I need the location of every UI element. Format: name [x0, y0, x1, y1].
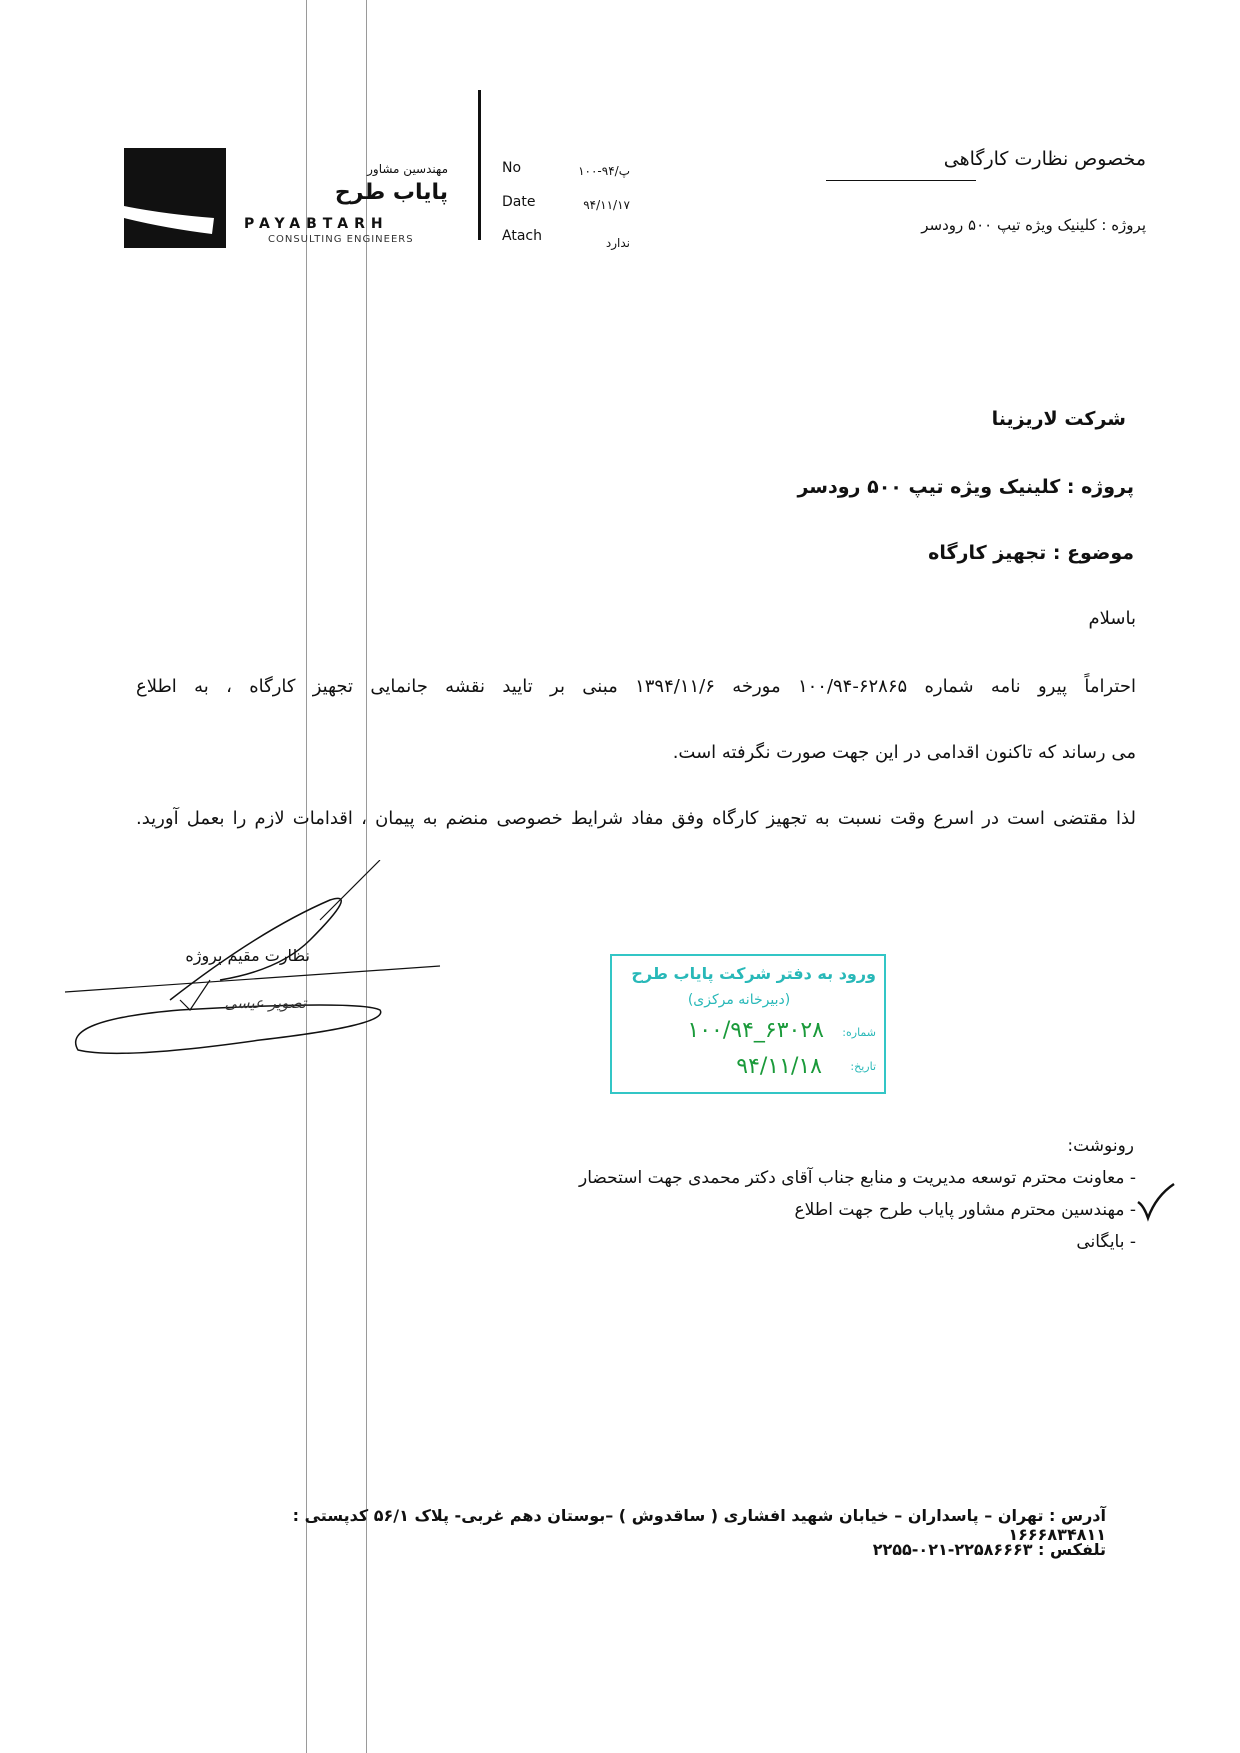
header-project: پروژه : کلینیک ویژه تیپ ۵۰۰ رودسر	[921, 216, 1146, 234]
cc-item: - معاونت محترم توسعه مدیریت و منابع جناب آقای دکتر محمدی جهت استحضار	[579, 1168, 1136, 1188]
cc-item: - بایگانی	[1076, 1232, 1136, 1252]
logo-mark	[124, 148, 226, 248]
signature-label: نظارت مقیم پروژه	[185, 946, 310, 965]
supervision-underline	[826, 180, 976, 181]
attach-value: ندارد	[605, 236, 630, 250]
signature-scribble-icon	[60, 860, 460, 1070]
logo-swoosh-icon	[124, 148, 226, 248]
logo-en-tagline: CONSULTING ENGINEERS	[268, 234, 414, 245]
received-stamp	[610, 954, 886, 1094]
stamp-subtitle: (دبیرخانه مرکزی)	[687, 992, 791, 1008]
footer-phone: تلفکس : ۲۲۵۸۶۶۶۳-۰۲۱-۲۲۵۵	[872, 1540, 1106, 1559]
cc-title: رونوشت:	[1067, 1136, 1134, 1156]
stamp-date-label: تاریخ:	[850, 1060, 876, 1073]
date-value: ۹۴/۱۱/۱۷	[583, 198, 630, 212]
cc-item: - مهندسین محترم مشاور پایاب طرح جهت اطلاع	[794, 1200, 1136, 1220]
paragraph-2: می رساند که تاکنون اقدامی در این جهت صورت نگرفته است.	[672, 742, 1136, 763]
logo-fa-tagline: مهندسین مشاور	[367, 162, 448, 176]
header-divider	[478, 90, 481, 240]
stamp-number-value: ۱۰۰/۹۴_۶۳۰۲۸	[687, 1018, 824, 1043]
footer-address: آدرس : تهران – پاسداران – خیابان شهید افشاری ( ساقدوش ) –بوستان دهم غربی- پلاک ۵۶/۱ کدپستی : ۱۶۶۶۸۳۴۸۱۱	[292, 1506, 1106, 1544]
signature-name: تصویر عیسی	[224, 994, 306, 1012]
no-label: No	[502, 160, 522, 176]
checkmark-icon	[1136, 1182, 1176, 1222]
subject-line: موضوع : تجهیز کارگاه	[928, 542, 1134, 564]
logo-fa-name: پایاب طرح	[334, 180, 448, 205]
no-value: پ/۹۴-۱۰۰	[578, 164, 630, 178]
greeting: باسلام	[1088, 608, 1136, 629]
logo-en-name: PAYABTARH	[244, 216, 389, 232]
attach-label: Atach	[502, 228, 542, 244]
date-label: Date	[502, 194, 536, 210]
stamp-date-value: ۹۴/۱۱/۱۸	[736, 1054, 822, 1079]
stamp-title: ورود به دفتر شرکت پایاب طرح	[631, 964, 876, 983]
paragraph-3: لذا مقتضی است در اسرع وقت نسبت به تجهیز کارگاه وفق مفاد شرایط خصوصی منضم به پیمان ، اقدامات لازم را بعمل آورید.	[136, 808, 1136, 829]
paragraph-1: احتراماً پیرو نامه شماره ۶۲۸۶۵-۱۰۰/۹۴ مورخه ۱۳۹۴/۱۱/۶ مبنی بر تایید نقشه جانمایی تجهیز کارگاه ، به اطلاع	[136, 676, 1136, 697]
project-line: پروژه : کلینیک ویژه تیپ ۵۰۰ رودسر	[797, 476, 1134, 498]
supervision-title: مخصوص نظارت کارگاهی	[943, 148, 1146, 170]
recipient: شرکت لاریزینا	[991, 408, 1126, 430]
stamp-number-label: شماره:	[842, 1026, 876, 1039]
